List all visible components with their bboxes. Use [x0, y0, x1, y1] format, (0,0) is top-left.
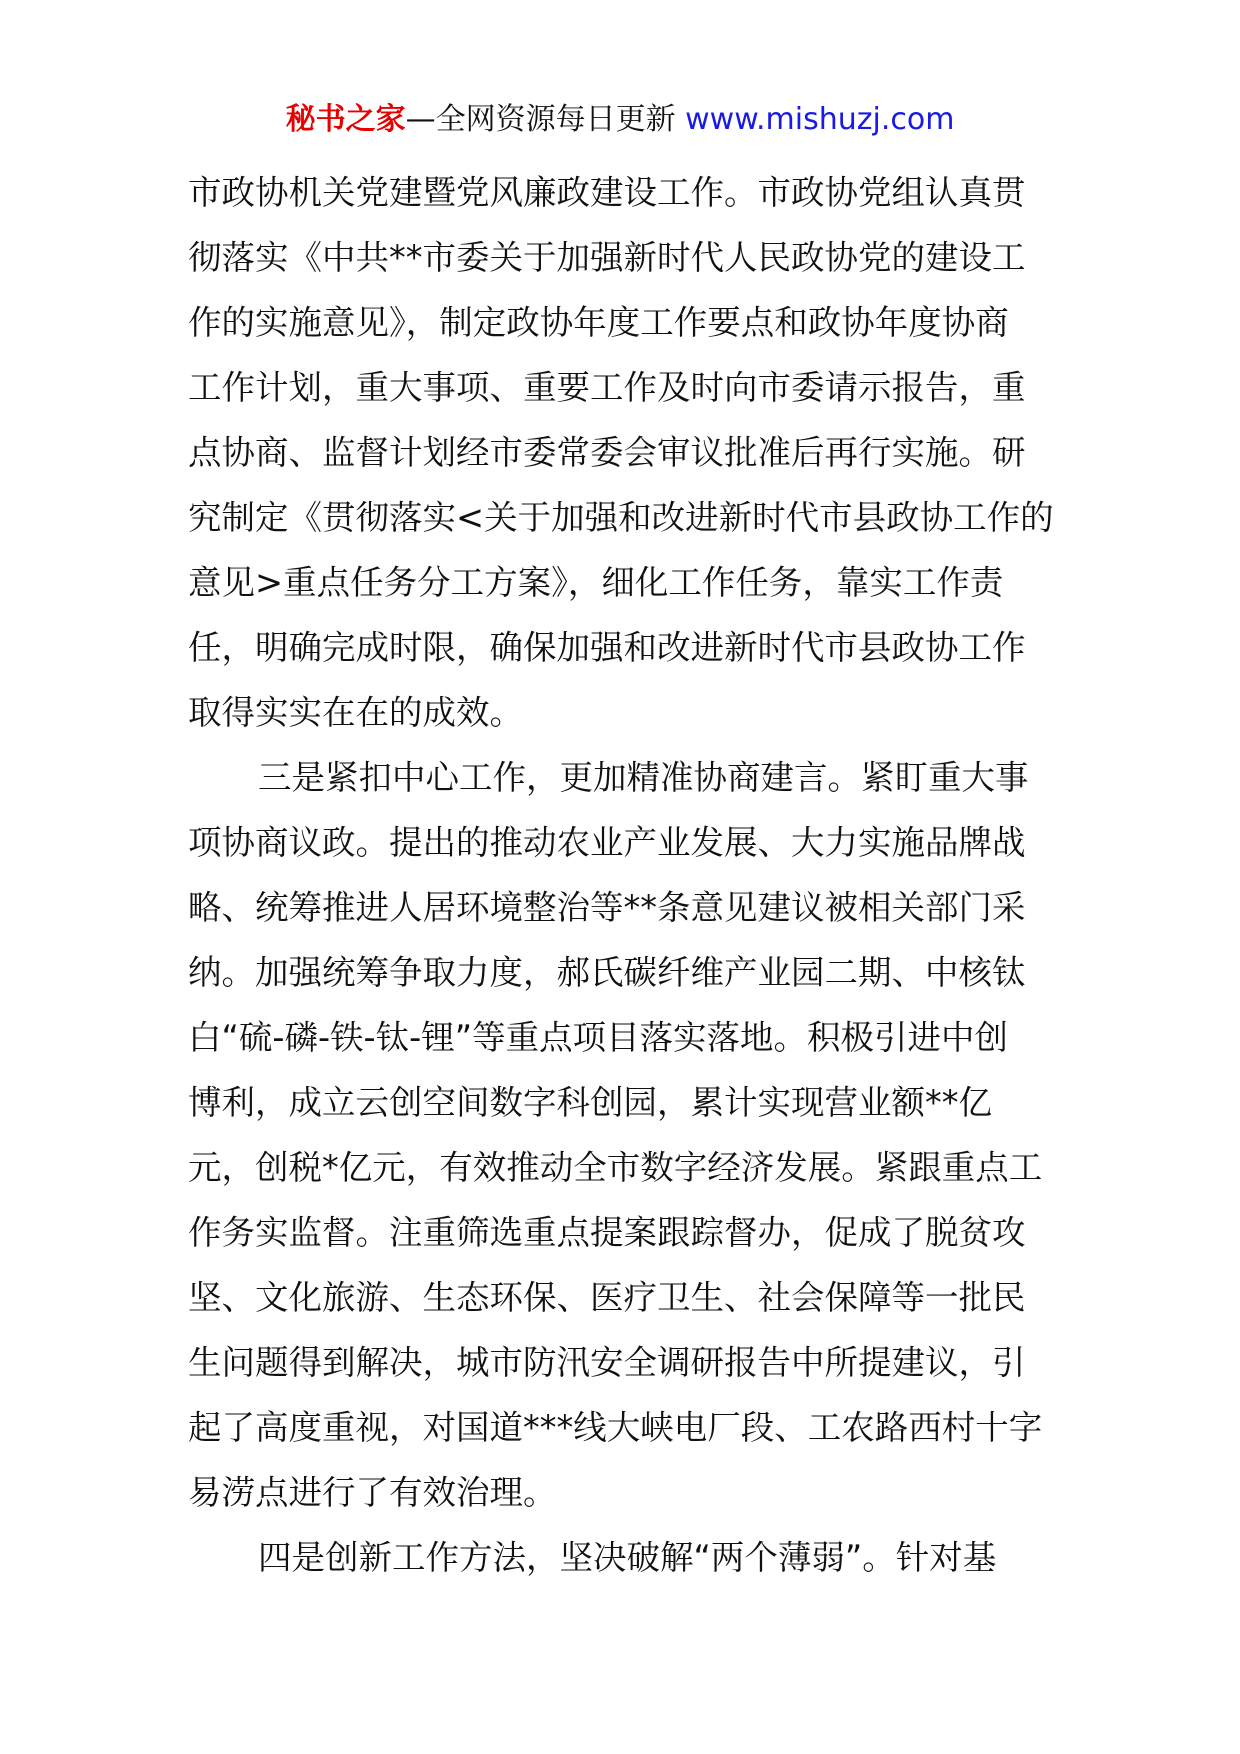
paragraph-3 [188, 1525, 1058, 1590]
text-line: 三是紧扣中心工作，更加精准协商建言。紧盯重大事 [258, 758, 1029, 797]
text-line: 取得实实在在的成效。 [188, 693, 523, 732]
text-line: 作务实监督。注重筛选重点提案跟踪督办，促成了脱贫攻 [188, 1213, 1026, 1252]
text-line: 点协商、监督计划经市委常委会审议批准后再行实施。研 [188, 433, 1026, 472]
document-body [188, 160, 1058, 1590]
text-line: 意见>重点任务分工方案》，细化工作任务，靠实工作责 [188, 563, 1004, 602]
text-line: 略、统筹推进人居环境整治等**条意见建议被相关部门采 [188, 888, 1026, 927]
text-line: 白“硫-磷-铁-钛-锂”等重点项目落实落地。积极引进中创 [188, 1018, 1009, 1057]
text-line: 市政协机关党建暨党风廉政建设工作。市政协党组认真贯 [188, 173, 1026, 212]
text-line: 四是创新工作方法，坚决破解“两个薄弱”。针对基 [258, 1538, 997, 1577]
text-line: 究制定《贯彻落实<关于加强和改进新时代市县政协工作的 [188, 498, 1054, 537]
text-line: 作的实施意见》，制定政协年度工作要点和政协年度协商 [188, 303, 1009, 342]
text-line: 项协商议政。提出的推动农业产业发展、大力实施品牌战 [188, 823, 1026, 862]
text-line: 彻落实《中共**市委关于加强新时代人民政协党的建设工 [188, 238, 1026, 277]
text-line: 元，创税*亿元，有效推动全市数字经济发展。紧跟重点工 [188, 1148, 1043, 1187]
text-line: 坚、文化旅游、生态环保、医疗卫生、社会保障等一批民 [188, 1278, 1026, 1317]
paragraph-2 [188, 745, 1058, 1525]
brand-name: 秘书之家 [285, 102, 406, 137]
text-line: 工作计划，重大事项、重要工作及时向市委请示报告，重 [188, 368, 1026, 407]
text-line: 起了高度重视，对国道***线大峡电厂段、工农路西村十字 [188, 1408, 1043, 1447]
text-line: 生问题得到解决，城市防汛安全调研报告中所提建议，引 [188, 1343, 1026, 1382]
text-line: 纳。加强统筹争取力度，郝氏碳纤维产业园二期、中核钛 [188, 953, 1026, 992]
site-header [0, 100, 1240, 140]
header-slogan: —全网资源每日更新 [405, 102, 686, 137]
text-line: 任，明确完成时限，确保加强和改进新时代市县政协工作 [188, 628, 1026, 667]
text-line: 易涝点进行了有效治理。 [188, 1473, 557, 1512]
paragraph-1 [188, 160, 1058, 745]
text-line: 博利，成立云创空间数字科创园，累计实现营业额**亿 [188, 1083, 992, 1122]
site-url-link[interactable]: www.mishuzj.com [685, 102, 955, 137]
